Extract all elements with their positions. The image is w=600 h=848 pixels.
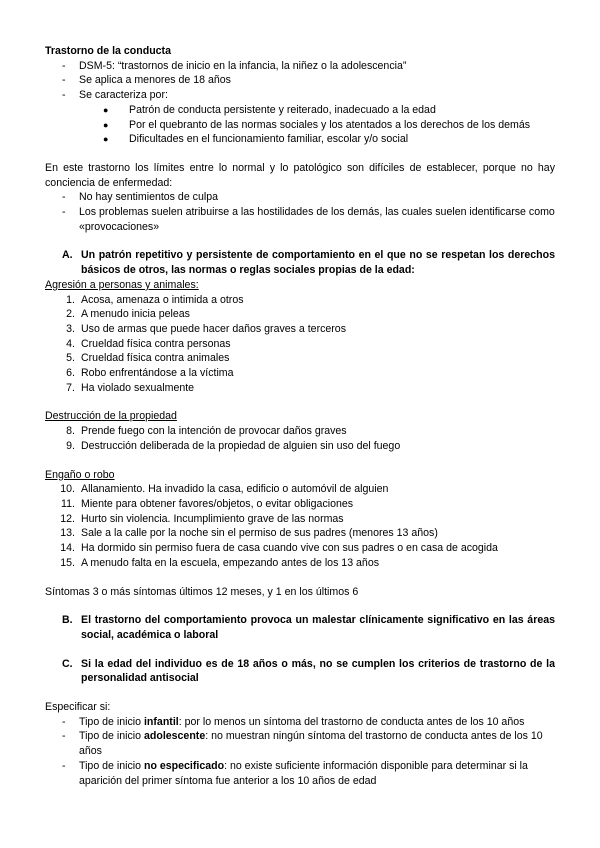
limits-paragraph: En este trastorno los límites entre lo normal y lo patológico son difíciles de establecer, porque no hay conciencia de enfermedad: <box>45 161 555 189</box>
list-item: 4. Crueldad física contra personas <box>66 337 231 350</box>
section-heading-deceit: Engaño o robo <box>45 468 115 481</box>
list-item: 10. Allanamiento. Ha invadido la casa, edificio o automóvil de alguien <box>60 483 389 496</box>
list-item: ● Patrón de conducta persistente y reiterado, inadecuado a la edad <box>103 103 436 116</box>
list-item: 9. Destrucción deliberada de la propiedad de alguien sin uso del fuego <box>66 439 401 452</box>
section-heading-destruction: Destrucción de la propiedad <box>45 410 177 423</box>
section-heading-aggression: Agresión a personas y animales: <box>45 278 199 291</box>
list-item: - Tipo de inicio adolescente: no muestran ningún síntoma del trastorno de conducta antes de los 10 años <box>62 730 543 758</box>
list-item: - Tipo de inicio no especificado: no existe suficiente información disponible para determinar si la aparición del primer síntoma fue anterior a los 10 años de edad <box>62 759 528 787</box>
list-item: ● Por el quebranto de las normas sociales y los atentados a los derechos de los demás <box>103 118 531 131</box>
criterion-a: A. Un patrón repetitivo y persistente de comportamiento en el que no se respetan los derechos básicos de otros, las normas o reglas sociales propias de la edad: <box>62 249 555 277</box>
list-item: 1. Acosa, amenaza o intimida a otros <box>66 293 244 306</box>
limits-list <box>45 190 555 234</box>
list-item: 12. Hurto sin violencia. Incumplimiento grave de las normas <box>60 512 344 525</box>
list-item: ● Dificultades en el funcionamiento familiar, escolar y/o social <box>103 133 409 146</box>
list-item: 14. Ha dormido sin permiso fuera de casa cuando vive con sus padres o en casa de acogida <box>60 542 498 555</box>
symptoms-note: Síntomas 3 o más síntomas últimos 12 meses, y 1 en los últimos 6 <box>45 585 359 598</box>
list-item: - Se aplica a menores de 18 años <box>62 74 231 87</box>
intro-list <box>45 59 555 147</box>
dash-marker: - <box>62 715 66 728</box>
document-title: Trastorno de la conducta <box>45 45 171 57</box>
list-item: 6. Robo enfrentándose a la víctima <box>66 367 234 380</box>
list-item: 15. A menudo falta en la escuela, empezando antes de los 13 años <box>60 556 380 569</box>
destruction-list <box>45 424 555 453</box>
specify-list <box>45 715 555 789</box>
bullet-icon: ● <box>103 104 109 115</box>
list-item: 11. Miente para obtener favores/objetos, o evitar obligaciones <box>61 497 354 510</box>
dash-marker: - <box>62 759 66 772</box>
dash-marker: - <box>62 191 66 204</box>
list-item: 3. Uso de armas que puede hacer daños graves a terceros <box>66 322 346 335</box>
list-item: 7. Ha violado sexualmente <box>66 381 195 394</box>
list-item: - Tipo de inicio infantil: por lo menos un síntoma del trastorno de conducta antes de los 10 años <box>62 715 525 728</box>
document-page <box>45 44 555 788</box>
list-item: - Se caracteriza por: <box>62 89 168 102</box>
criterion-c: C. Si la edad del individuo es de 18 años o más, no se cumplen los criterios de trastorno de la personalidad antisocial <box>62 657 555 685</box>
criterion-b: B. El trastorno del comportamiento provoca un malestar clínicamente significativo en las áreas social, académica o laboral <box>62 614 555 641</box>
dash-marker: - <box>62 206 66 219</box>
list-item: 13. Sale a la calle por la noche sin el permiso de sus padres (menores 13 años) <box>60 527 438 540</box>
list-item: - DSM-5: “trastornos de inicio en la infancia, la niñez o la adolescencia” <box>62 59 407 72</box>
list-item: - Los problemas suelen atribuirse a las hostilidades de los demás, las cuales suelen identificarse como «provocaciones» <box>62 206 555 233</box>
dash-marker: - <box>62 730 66 743</box>
list-item: - No hay sentimientos de culpa <box>62 191 218 204</box>
dash-marker: - <box>62 89 66 102</box>
dash-marker: - <box>62 74 66 87</box>
list-item: 8. Prende fuego con la intención de provocar daños graves <box>66 425 347 438</box>
bullet-icon: ● <box>103 119 109 130</box>
list-item: 2. A menudo inicia peleas <box>66 308 190 321</box>
specify-label: Especificar si: <box>45 701 111 714</box>
list-item: 5. Crueldad física contra animales <box>66 352 230 365</box>
bullet-icon: ● <box>103 134 109 145</box>
deceit-list <box>45 482 555 570</box>
aggression-list <box>45 293 555 396</box>
dash-marker: - <box>62 59 66 72</box>
